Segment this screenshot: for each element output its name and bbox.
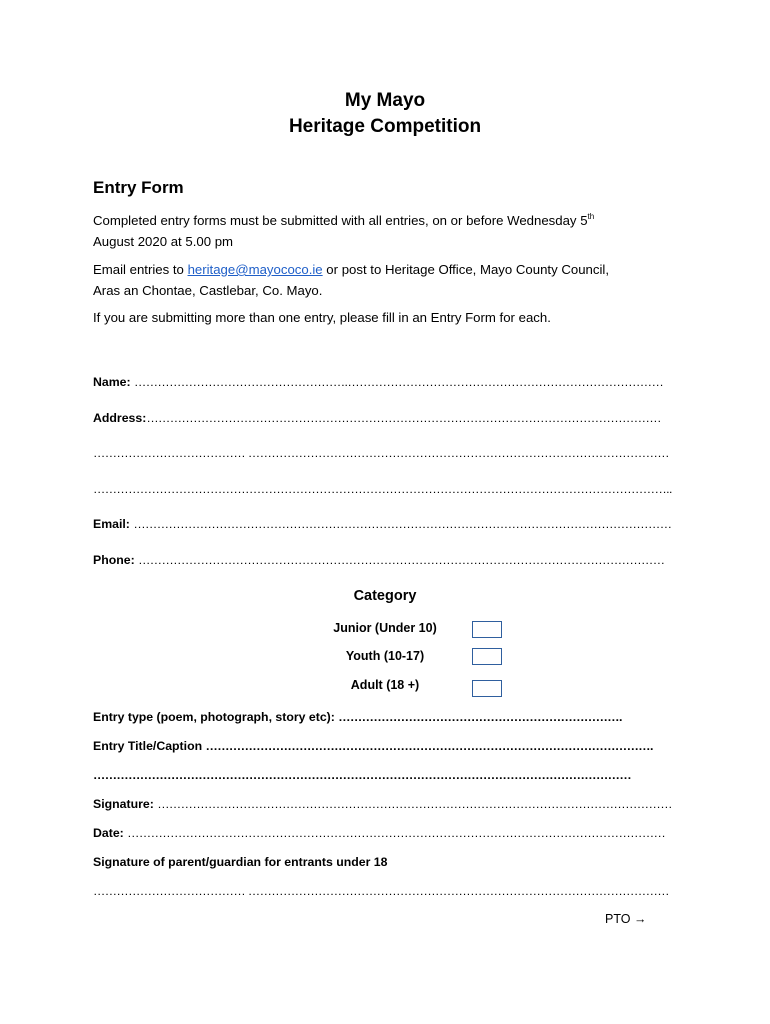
entry-title-dots: ……………………………………………………………………………………………………. bbox=[205, 739, 653, 753]
email-field[interactable] bbox=[93, 517, 671, 531]
signature-field[interactable] bbox=[93, 797, 672, 811]
phone-dots: ……………………………………………………………………………………………………………………… bbox=[138, 553, 665, 567]
address-line-3[interactable]: ………………………………………………………………………………………………………………………………….. bbox=[93, 482, 672, 496]
phone-label: Phone: bbox=[93, 553, 139, 567]
category-youth-label: Youth (10-17) bbox=[345, 649, 425, 663]
date-label: Date: bbox=[93, 826, 128, 840]
address-line-2[interactable]: ………………………………… ……………………………………………………………………………………………… bbox=[93, 446, 669, 460]
section-heading: Entry Form bbox=[93, 178, 184, 197]
signature-label: Signature: bbox=[93, 797, 158, 811]
deadline-paragraph bbox=[93, 210, 683, 252]
entry-title-line-2[interactable] bbox=[93, 768, 631, 782]
date-field[interactable] bbox=[93, 826, 665, 840]
deadline-text-2: August 2020 at 5.00 pm bbox=[93, 234, 234, 249]
category-youth-checkbox[interactable] bbox=[472, 648, 502, 665]
entry-type-dots: ………………………………………………………………. bbox=[338, 710, 622, 724]
submission-paragraph bbox=[93, 259, 683, 301]
email-dots: ………………………………………………………………………………………………………………………… bbox=[133, 517, 672, 531]
address-dots: …………………………………………………………………………………………………………………… bbox=[146, 411, 661, 425]
name-dots: ……………………………………………….……………………………………………………………………… bbox=[134, 375, 664, 389]
address-field[interactable] bbox=[93, 411, 661, 425]
name-field[interactable] bbox=[93, 375, 663, 389]
submission-address: Aras an Chontae, Castlebar, Co. Mayo. bbox=[93, 283, 323, 298]
date-dots: ………………………………………………………………………………………………………………………… bbox=[127, 826, 666, 840]
guardian-signature-label bbox=[93, 855, 387, 869]
deadline-ordinal: th bbox=[587, 212, 595, 221]
multiple-entries-note: If you are submitting more than one entry, please fill in an Entry Form for each. bbox=[93, 310, 551, 325]
phone-field[interactable] bbox=[93, 553, 664, 567]
entry-title-line-2-dots: ………………………………………………………………………………………………………………………… bbox=[93, 768, 632, 782]
deadline-text: Completed entry forms must be submitted with all entries, on or before Wednesday 5 bbox=[93, 213, 588, 228]
email-label: Email: bbox=[93, 517, 134, 531]
guardian-signature-field[interactable]: ………………………………… ……………………………………………………………………………………………… bbox=[93, 884, 669, 898]
page-title: My Mayo bbox=[344, 90, 426, 111]
entry-type-field[interactable] bbox=[93, 710, 622, 724]
entry-title-label: Entry Title/Caption bbox=[93, 739, 206, 753]
signature-dots: …………………………………………………………………………………………………………………… bbox=[157, 797, 672, 811]
pto-label: PTO → bbox=[605, 912, 647, 926]
submission-prefix: Email entries to bbox=[93, 262, 188, 277]
guardian-label: Signature of parent/guardian for entrants under 18 bbox=[93, 855, 388, 869]
category-junior-label: Junior (Under 10) bbox=[333, 621, 437, 635]
category-heading: Category bbox=[353, 588, 417, 604]
entry-title-field[interactable] bbox=[93, 739, 653, 753]
entry-type-label: Entry type (poem, photograph, story etc): bbox=[93, 710, 339, 724]
email-link[interactable]: heritage@mayococo.ie bbox=[187, 262, 323, 277]
category-adult-label: Adult (18 +) bbox=[350, 678, 420, 692]
name-label: Name: bbox=[93, 375, 135, 389]
address-label: Address: bbox=[93, 411, 147, 425]
category-junior-checkbox[interactable] bbox=[472, 621, 502, 638]
submission-suffix: or post to Heritage Office, Mayo County Council, bbox=[322, 262, 609, 277]
category-adult-checkbox[interactable] bbox=[472, 680, 502, 697]
page-subtitle: Heritage Competition bbox=[288, 116, 482, 137]
